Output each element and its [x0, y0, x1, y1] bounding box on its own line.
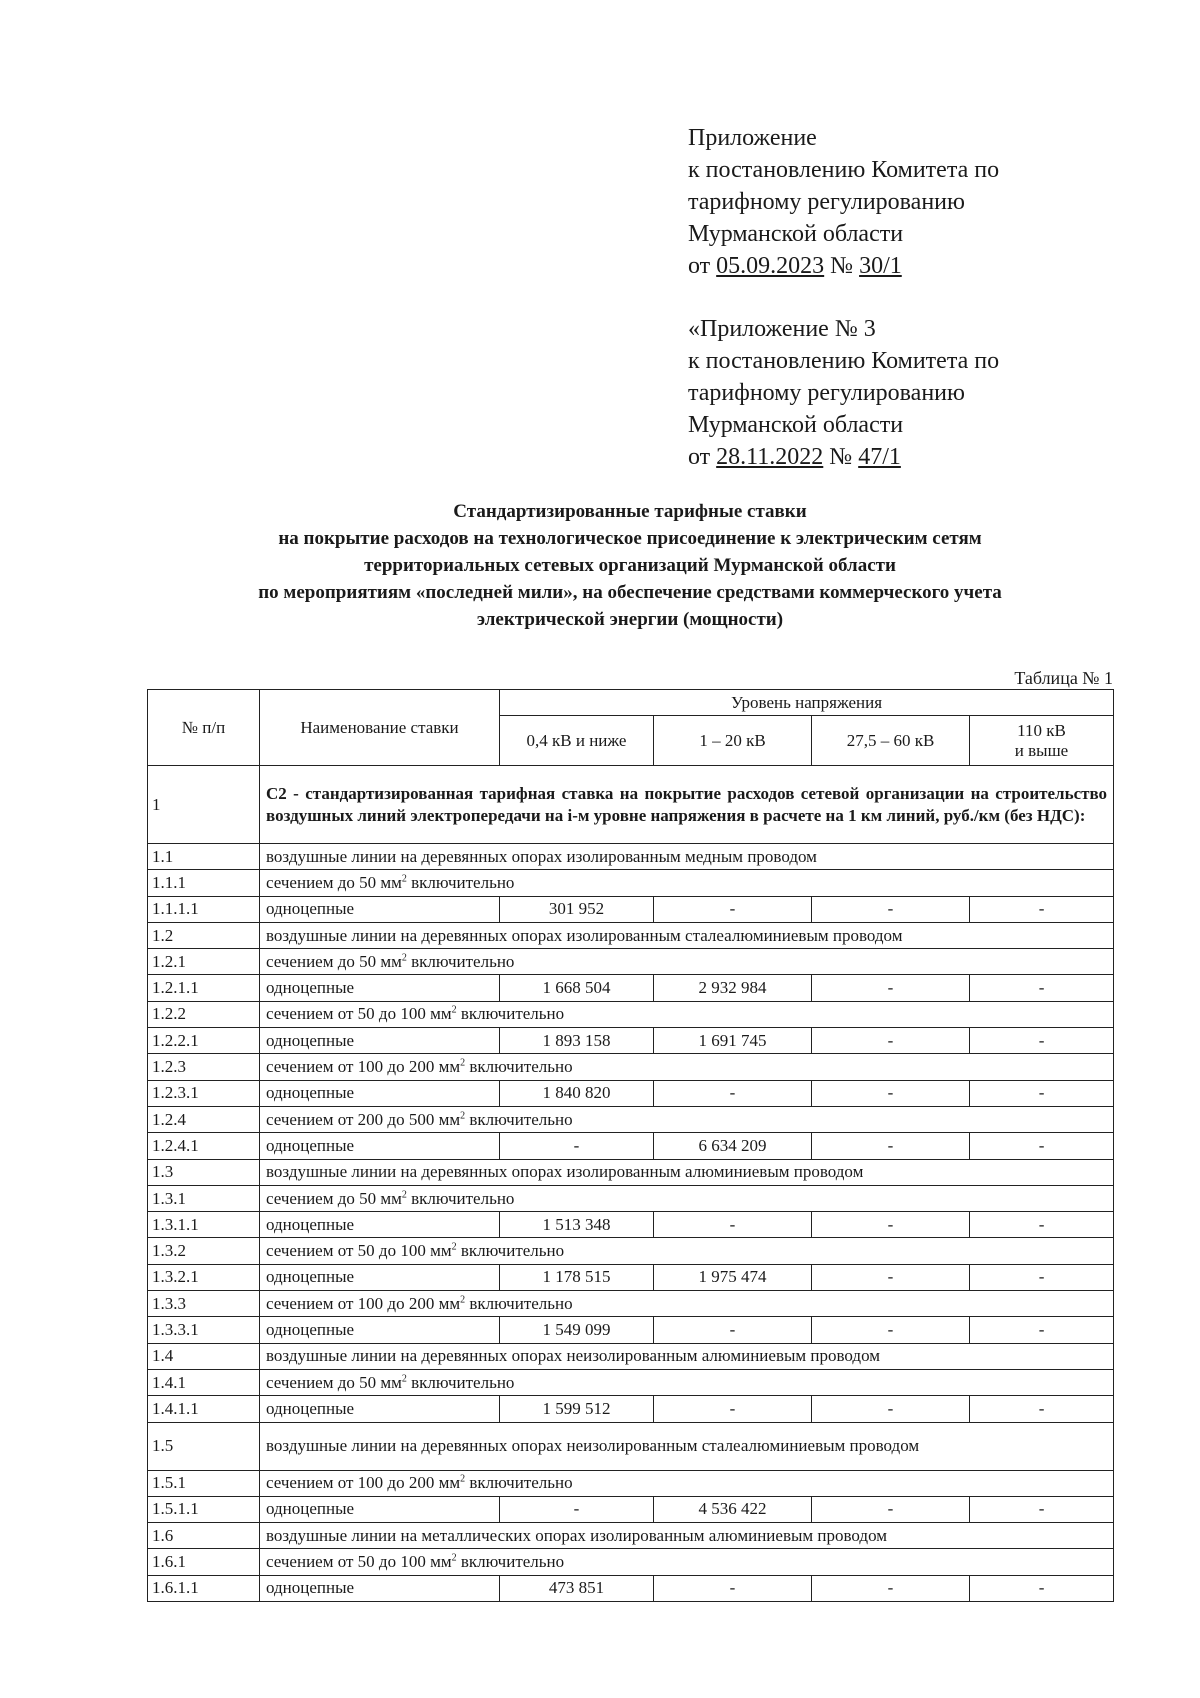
- description-text: одноцепные: [266, 978, 355, 998]
- rate-value-v3: -: [812, 896, 970, 922]
- rate-value-v4: -: [970, 1080, 1114, 1106]
- rate-value-v1: 1 668 504: [500, 975, 654, 1001]
- rate-value-v2: -: [654, 896, 812, 922]
- rate-value-v1: 1 840 820: [500, 1080, 654, 1106]
- rate-value-v3: -: [812, 1028, 970, 1054]
- rate-value-v4: -: [970, 1396, 1114, 1422]
- description-text-after: включительно: [465, 1109, 573, 1129]
- rate-value-v4: -: [970, 1264, 1114, 1290]
- table-row: [148, 1422, 1114, 1470]
- header-name: Наименование ставки: [260, 690, 500, 766]
- table-row: [148, 1396, 1114, 1422]
- row-description: [260, 1343, 1114, 1369]
- description-text: сечением до 50 мм: [266, 1372, 402, 1392]
- description-text: одноцепные: [266, 1135, 355, 1155]
- row-number: 1.1: [148, 844, 260, 870]
- table-row: [148, 1575, 1114, 1601]
- unit-superscript: 2: [401, 1372, 407, 1384]
- row-number: 1.5: [148, 1422, 260, 1470]
- description-text: воздушные линии на деревянных опорах неизолированным сталеалюминиевым проводом: [266, 1436, 920, 1456]
- header-v4-line: 110 кВ: [1017, 720, 1066, 740]
- header-v1: 0,4 кВ и ниже: [500, 716, 654, 766]
- section-number: 1: [148, 766, 260, 844]
- row-number: 1.3.1: [148, 1185, 260, 1211]
- rate-value-v3: -: [812, 1317, 970, 1343]
- row-description: [260, 1523, 1114, 1549]
- description-text: воздушные линии на металлических опорах изолированным алюминиевым проводом: [266, 1525, 888, 1545]
- rate-value-v3: -: [812, 1496, 970, 1522]
- resolution-date: 05.09.2023: [716, 253, 825, 279]
- rate-value-v3: -: [812, 1133, 970, 1159]
- table-row: [148, 1523, 1114, 1549]
- row-number: 1.1.1: [148, 870, 260, 896]
- unit-superscript: 2: [451, 1241, 457, 1253]
- description-text: воздушные линии на деревянных опорах изолированным медным проводом: [266, 846, 817, 866]
- description-text-after: включительно: [456, 1552, 565, 1572]
- appendix-date-line: [688, 441, 999, 473]
- description-text: сечением до 50 мм: [266, 951, 402, 971]
- appendix-line: Приложение: [688, 125, 817, 151]
- rate-value-v4: -: [970, 1028, 1114, 1054]
- row-description: [260, 949, 1114, 975]
- resolution-date: 28.11.2022: [716, 444, 824, 470]
- row-number: 1.3.1.1: [148, 1212, 260, 1238]
- description-text: одноцепные: [266, 1030, 355, 1050]
- description-text: сечением до 50 мм: [266, 872, 402, 892]
- row-number: 1.2.2.1: [148, 1028, 260, 1054]
- unit-superscript: 2: [460, 1294, 466, 1306]
- rate-value-v1: -: [500, 1496, 654, 1522]
- unit-superscript: 2: [401, 952, 407, 964]
- rate-value-v2: 4 536 422: [654, 1496, 812, 1522]
- description-text: сечением от 100 до 200 мм: [266, 1473, 461, 1493]
- appendix-line: тарифному регулированию: [688, 380, 965, 406]
- description-text: воздушные линии на деревянных опорах неизолированным алюминиевым проводом: [266, 1346, 881, 1366]
- rate-value-v1: -: [500, 1133, 654, 1159]
- table-label: Таблица № 1: [1014, 668, 1113, 688]
- row-number: 1.3.2.1: [148, 1264, 260, 1290]
- rate-value-v2: -: [654, 1575, 812, 1601]
- title-line: электрической энергии (мощности): [476, 609, 784, 630]
- rate-value-v1: 1 893 158: [500, 1028, 654, 1054]
- description-text-after: включительно: [406, 1188, 515, 1208]
- row-description: [260, 1159, 1114, 1185]
- rate-value-v1: 1 178 515: [500, 1264, 654, 1290]
- row-description: [260, 1575, 500, 1601]
- unit-superscript: 2: [401, 1188, 407, 1200]
- description-text: сечением от 50 до 100 мм: [266, 1241, 452, 1261]
- description-text: одноцепные: [266, 1214, 355, 1234]
- table-row: [148, 1264, 1114, 1290]
- section-row: [148, 766, 1114, 844]
- row-number: 1.6.1: [148, 1549, 260, 1575]
- row-description: [260, 1001, 1114, 1027]
- description-text: сечением от 50 до 100 мм: [266, 1552, 452, 1572]
- row-description: [260, 1080, 500, 1106]
- description-text: одноцепные: [266, 1398, 355, 1418]
- rate-value-v1: 1 549 099: [500, 1317, 654, 1343]
- table-row: [148, 1369, 1114, 1395]
- row-description: [260, 922, 1114, 948]
- description-text: сечением от 50 до 100 мм: [266, 1004, 452, 1024]
- number-prefix: №: [823, 444, 859, 470]
- table-row: [148, 1343, 1114, 1369]
- row-number: 1.3.3: [148, 1291, 260, 1317]
- table-row: [148, 1185, 1114, 1211]
- unit-superscript: 2: [460, 1109, 466, 1121]
- table-row: [148, 844, 1114, 870]
- rate-value-v2: -: [654, 1080, 812, 1106]
- document-title: [130, 498, 1130, 633]
- unit-superscript: 2: [451, 1552, 457, 1564]
- unit-superscript: 2: [460, 1057, 466, 1069]
- row-number: 1.2.2: [148, 1001, 260, 1027]
- rate-value-v3: -: [812, 1575, 970, 1601]
- row-description: [260, 975, 500, 1001]
- table-row: [148, 896, 1114, 922]
- rate-value-v1: 1 599 512: [500, 1396, 654, 1422]
- description-text: одноцепные: [266, 899, 355, 919]
- row-number: 1.2: [148, 922, 260, 948]
- row-description: [260, 1369, 1114, 1395]
- table-row: [148, 1496, 1114, 1522]
- row-description: [260, 1264, 500, 1290]
- description-text-after: включительно: [465, 1293, 573, 1313]
- row-description: [260, 1496, 500, 1522]
- row-description: [260, 1133, 500, 1159]
- appendix-line: к постановлению Комитета по: [688, 348, 1000, 374]
- row-description: [260, 1238, 1114, 1264]
- rate-value-v2: -: [654, 1317, 812, 1343]
- row-number: 1.2.1.1: [148, 975, 260, 1001]
- description-text: сечением от 200 до 500 мм: [266, 1109, 461, 1129]
- description-text-after: включительно: [456, 1004, 565, 1024]
- rate-value-v1: 473 851: [500, 1575, 654, 1601]
- appendix-line: к постановлению Комитета по: [688, 157, 1000, 183]
- rate-value-v2: -: [654, 1396, 812, 1422]
- row-description: [260, 844, 1114, 870]
- unit-superscript: 2: [401, 873, 407, 885]
- rate-value-v4: -: [970, 975, 1114, 1001]
- table-row: [148, 1054, 1114, 1080]
- appendix-date-line: [688, 250, 999, 282]
- rate-value-v1: 301 952: [500, 896, 654, 922]
- table-row: [148, 1212, 1114, 1238]
- rate-value-v2: 6 634 209: [654, 1133, 812, 1159]
- table-row: [148, 1291, 1114, 1317]
- description-text-after: включительно: [406, 1372, 515, 1392]
- rate-value-v4: -: [970, 896, 1114, 922]
- rate-value-v3: -: [812, 975, 970, 1001]
- appendix-line: Мурманской области: [688, 412, 904, 438]
- row-number: 1.3.3.1: [148, 1317, 260, 1343]
- title-line: на покрытие расходов на технологическое присоединение к электрическим сетям: [278, 528, 982, 549]
- row-description: [260, 1212, 500, 1238]
- table-row: [148, 975, 1114, 1001]
- rate-value-v3: -: [812, 1080, 970, 1106]
- rate-value-v1: 1 513 348: [500, 1212, 654, 1238]
- row-number: 1.6.1.1: [148, 1575, 260, 1601]
- rate-value-v2: -: [654, 1212, 812, 1238]
- rate-value-v3: -: [812, 1264, 970, 1290]
- table-row: [148, 1317, 1114, 1343]
- row-description: [260, 1396, 500, 1422]
- row-description: [260, 1291, 1114, 1317]
- row-description: [260, 870, 1114, 896]
- header-v4-line: и выше: [1014, 740, 1069, 760]
- row-number: 1.4.1: [148, 1369, 260, 1395]
- rate-value-v4: -: [970, 1317, 1114, 1343]
- row-number: 1.1.1.1: [148, 896, 260, 922]
- date-prefix: от: [688, 444, 717, 470]
- appendix-current: [688, 122, 999, 282]
- description-text-after: включительно: [465, 1057, 573, 1077]
- appendix-line: тарифному регулированию: [688, 189, 965, 215]
- table-row: [148, 1106, 1114, 1132]
- row-description: [260, 1317, 500, 1343]
- rate-value-v4: -: [970, 1212, 1114, 1238]
- description-text: воздушные линии на деревянных опорах изолированным сталеалюминиевым проводом: [266, 925, 903, 945]
- description-text-after: включительно: [456, 1241, 565, 1261]
- description-text: одноцепные: [266, 1319, 355, 1339]
- row-number: 1.2.4: [148, 1106, 260, 1132]
- description-text: одноцепные: [266, 1267, 355, 1287]
- table-row: [148, 1549, 1114, 1575]
- row-number: 1.3.2: [148, 1238, 260, 1264]
- section-description: С2 - стандартизированная тарифная ставка на покрытие расходов сетевой организации на строительство воздушных линий электропередачи на i-м уровне напряжения в расчете на 1 км линий, руб./км (без НДС):: [260, 766, 1114, 844]
- tariff-table: [147, 689, 1114, 1602]
- row-description: [260, 1470, 1114, 1496]
- table-row: [148, 870, 1114, 896]
- rate-value-v2: 1 691 745: [654, 1028, 812, 1054]
- row-description: [260, 1054, 1114, 1080]
- description-text: одноцепные: [266, 1578, 355, 1598]
- header-v3: 27,5 – 60 кВ: [812, 716, 970, 766]
- resolution-number: 30/1: [859, 253, 902, 279]
- rate-value-v2: 2 932 984: [654, 975, 812, 1001]
- appendix-previous: [688, 313, 999, 473]
- table-row: [148, 1080, 1114, 1106]
- table-row: [148, 922, 1114, 948]
- table-row: [148, 1001, 1114, 1027]
- table-row: [148, 1159, 1114, 1185]
- unit-superscript: 2: [460, 1473, 466, 1485]
- resolution-number: 47/1: [858, 444, 901, 470]
- row-number: 1.2.4.1: [148, 1133, 260, 1159]
- row-description: [260, 1185, 1114, 1211]
- unit-superscript: 2: [451, 1004, 457, 1016]
- title-line: Стандартизированные тарифные ставки: [453, 501, 807, 522]
- description-text: воздушные линии на деревянных опорах изолированным алюминиевым проводом: [266, 1162, 864, 1182]
- row-number: 1.2.3: [148, 1054, 260, 1080]
- description-text: сечением до 50 мм: [266, 1188, 402, 1208]
- row-number: 1.4: [148, 1343, 260, 1369]
- table-row: [148, 1238, 1114, 1264]
- row-number: 1.2.1: [148, 949, 260, 975]
- row-number: 1.3: [148, 1159, 260, 1185]
- description-text: одноцепные: [266, 1499, 355, 1519]
- title-line: территориальных сетевых организаций Мурманской области: [364, 555, 896, 576]
- rate-value-v4: -: [970, 1496, 1114, 1522]
- title-line: по мероприятиям «последней мили», на обеспечение средствами коммерческого учета: [258, 582, 1002, 603]
- description-text-after: включительно: [406, 951, 515, 971]
- row-description: [260, 896, 500, 922]
- description-text-after: включительно: [465, 1473, 573, 1493]
- number-prefix: №: [824, 253, 860, 279]
- row-description: [260, 1549, 1114, 1575]
- row-number: 1.4.1.1: [148, 1396, 260, 1422]
- header-v4: [970, 716, 1114, 766]
- description-text: одноцепные: [266, 1083, 355, 1103]
- row-description: [260, 1106, 1114, 1132]
- header-voltage: Уровень напряжения: [500, 690, 1114, 716]
- description-text-after: включительно: [406, 872, 515, 892]
- row-number: 1.5.1: [148, 1470, 260, 1496]
- rate-value-v2: 1 975 474: [654, 1264, 812, 1290]
- row-number: 1.2.3.1: [148, 1080, 260, 1106]
- rate-value-v4: -: [970, 1133, 1114, 1159]
- row-number: 1.5.1.1: [148, 1496, 260, 1522]
- header-v2: 1 – 20 кВ: [654, 716, 812, 766]
- rate-value-v3: -: [812, 1212, 970, 1238]
- row-description: [260, 1422, 1114, 1470]
- row-number: 1.6: [148, 1523, 260, 1549]
- table-row: [148, 1470, 1114, 1496]
- appendix-line: «Приложение № 3: [688, 316, 876, 342]
- appendix-line: Мурманской области: [688, 221, 904, 247]
- rate-value-v4: -: [970, 1575, 1114, 1601]
- table-row: [148, 1028, 1114, 1054]
- header-num: № п/п: [148, 690, 260, 766]
- description-text: сечением от 100 до 200 мм: [266, 1293, 461, 1313]
- date-prefix: от: [688, 253, 717, 279]
- table-row: [148, 1133, 1114, 1159]
- table-row: [148, 949, 1114, 975]
- rate-value-v3: -: [812, 1396, 970, 1422]
- row-description: [260, 1028, 500, 1054]
- description-text: сечением от 100 до 200 мм: [266, 1057, 461, 1077]
